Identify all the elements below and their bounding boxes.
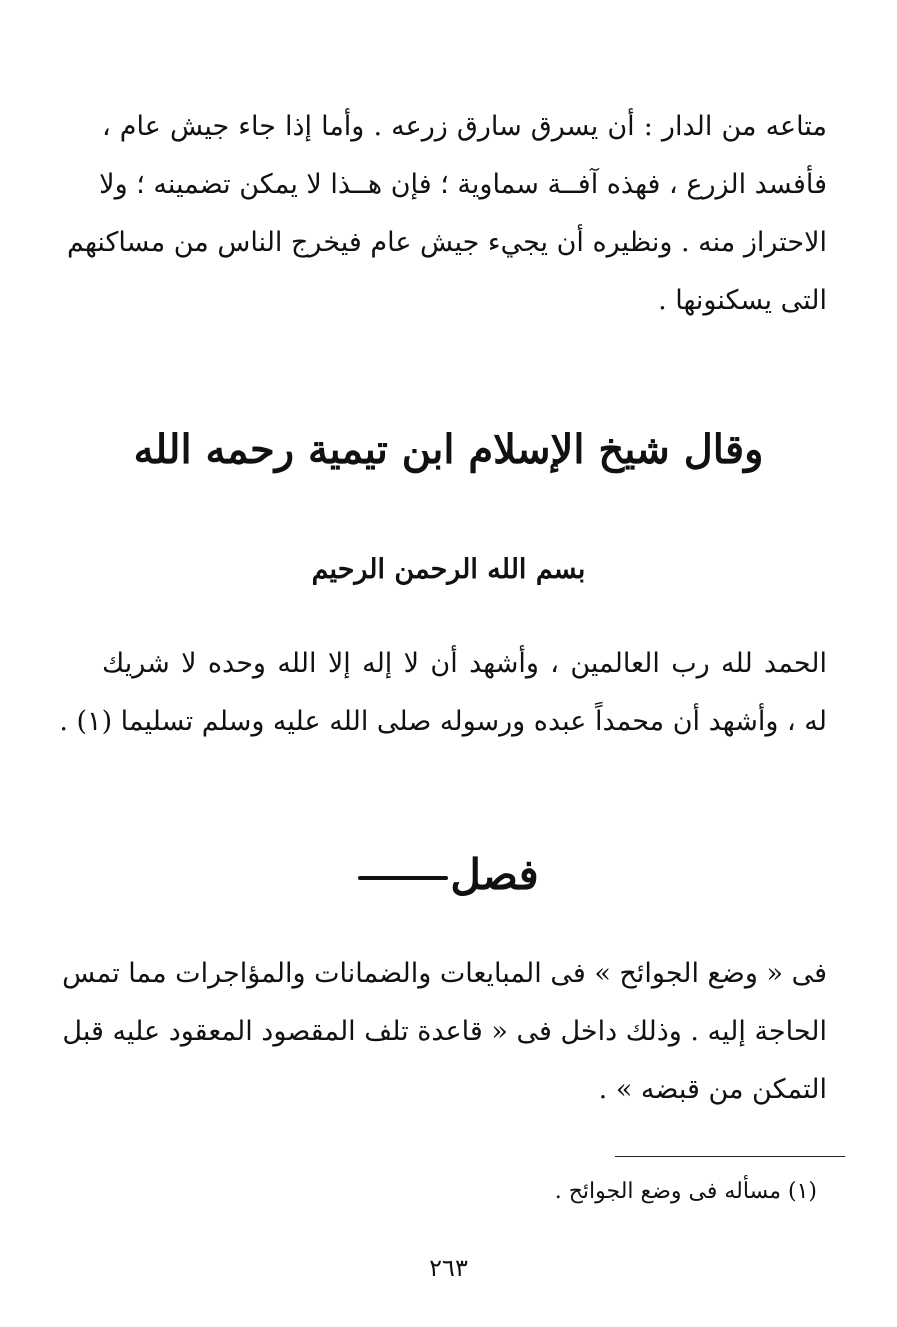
paragraph-line: الحاجة إليه . وذلك داخل فى « قاعدة تلف المقصود المعقود عليه قبل bbox=[62, 1016, 827, 1047]
page-number: ٢٦٣ bbox=[429, 1254, 468, 1282]
paragraph-line: له ، وأشهد أن محمداً عبده ورسوله صلى الله عليه وسلم تسليما (١) . bbox=[59, 706, 827, 737]
paragraph-body bbox=[62, 945, 827, 1119]
paragraph-opening bbox=[59, 635, 827, 751]
chapter-heading-text: فصل bbox=[450, 850, 539, 899]
paragraph-line: التى يسكنونها . bbox=[658, 285, 827, 316]
basmala: بسم الله الرحمن الرحيم bbox=[311, 554, 586, 585]
footnote: (١) مسأله فى وضع الجوائح . bbox=[554, 1179, 817, 1204]
paragraph-line: متاعه من الدار : أن يسرق سارق زرعه . وأما إذا جاء جيش عام ، bbox=[102, 111, 827, 142]
paragraph-line: التمكن من قبضه » . bbox=[598, 1074, 827, 1105]
footnote-divider bbox=[615, 1156, 845, 1157]
paragraph-line: فأفسد الزرع ، فهذه آفــة سماوية ؛ فإن هــذا لا يمكن تضمينه ؛ ولا bbox=[99, 169, 827, 200]
heading-tatweel-decoration bbox=[358, 876, 448, 880]
paragraph-line: الاحتراز منه . ونظيره أن يجيء جيش عام فيخرج الناس من مساكنهم bbox=[66, 227, 827, 258]
section-title: وقال شيخ الإسلام ابن تيمية رحمه الله bbox=[133, 426, 764, 473]
chapter-heading bbox=[0, 840, 897, 910]
paragraph-line: الحمد لله رب العالمين ، وأشهد أن لا إله إلا الله وحده لا شريك bbox=[102, 648, 827, 679]
paragraph-continuation bbox=[66, 98, 827, 330]
paragraph-line: فى « وضع الجوائح » فى المبايعات والضمانات والمؤاجرات مما تمس bbox=[62, 958, 827, 989]
